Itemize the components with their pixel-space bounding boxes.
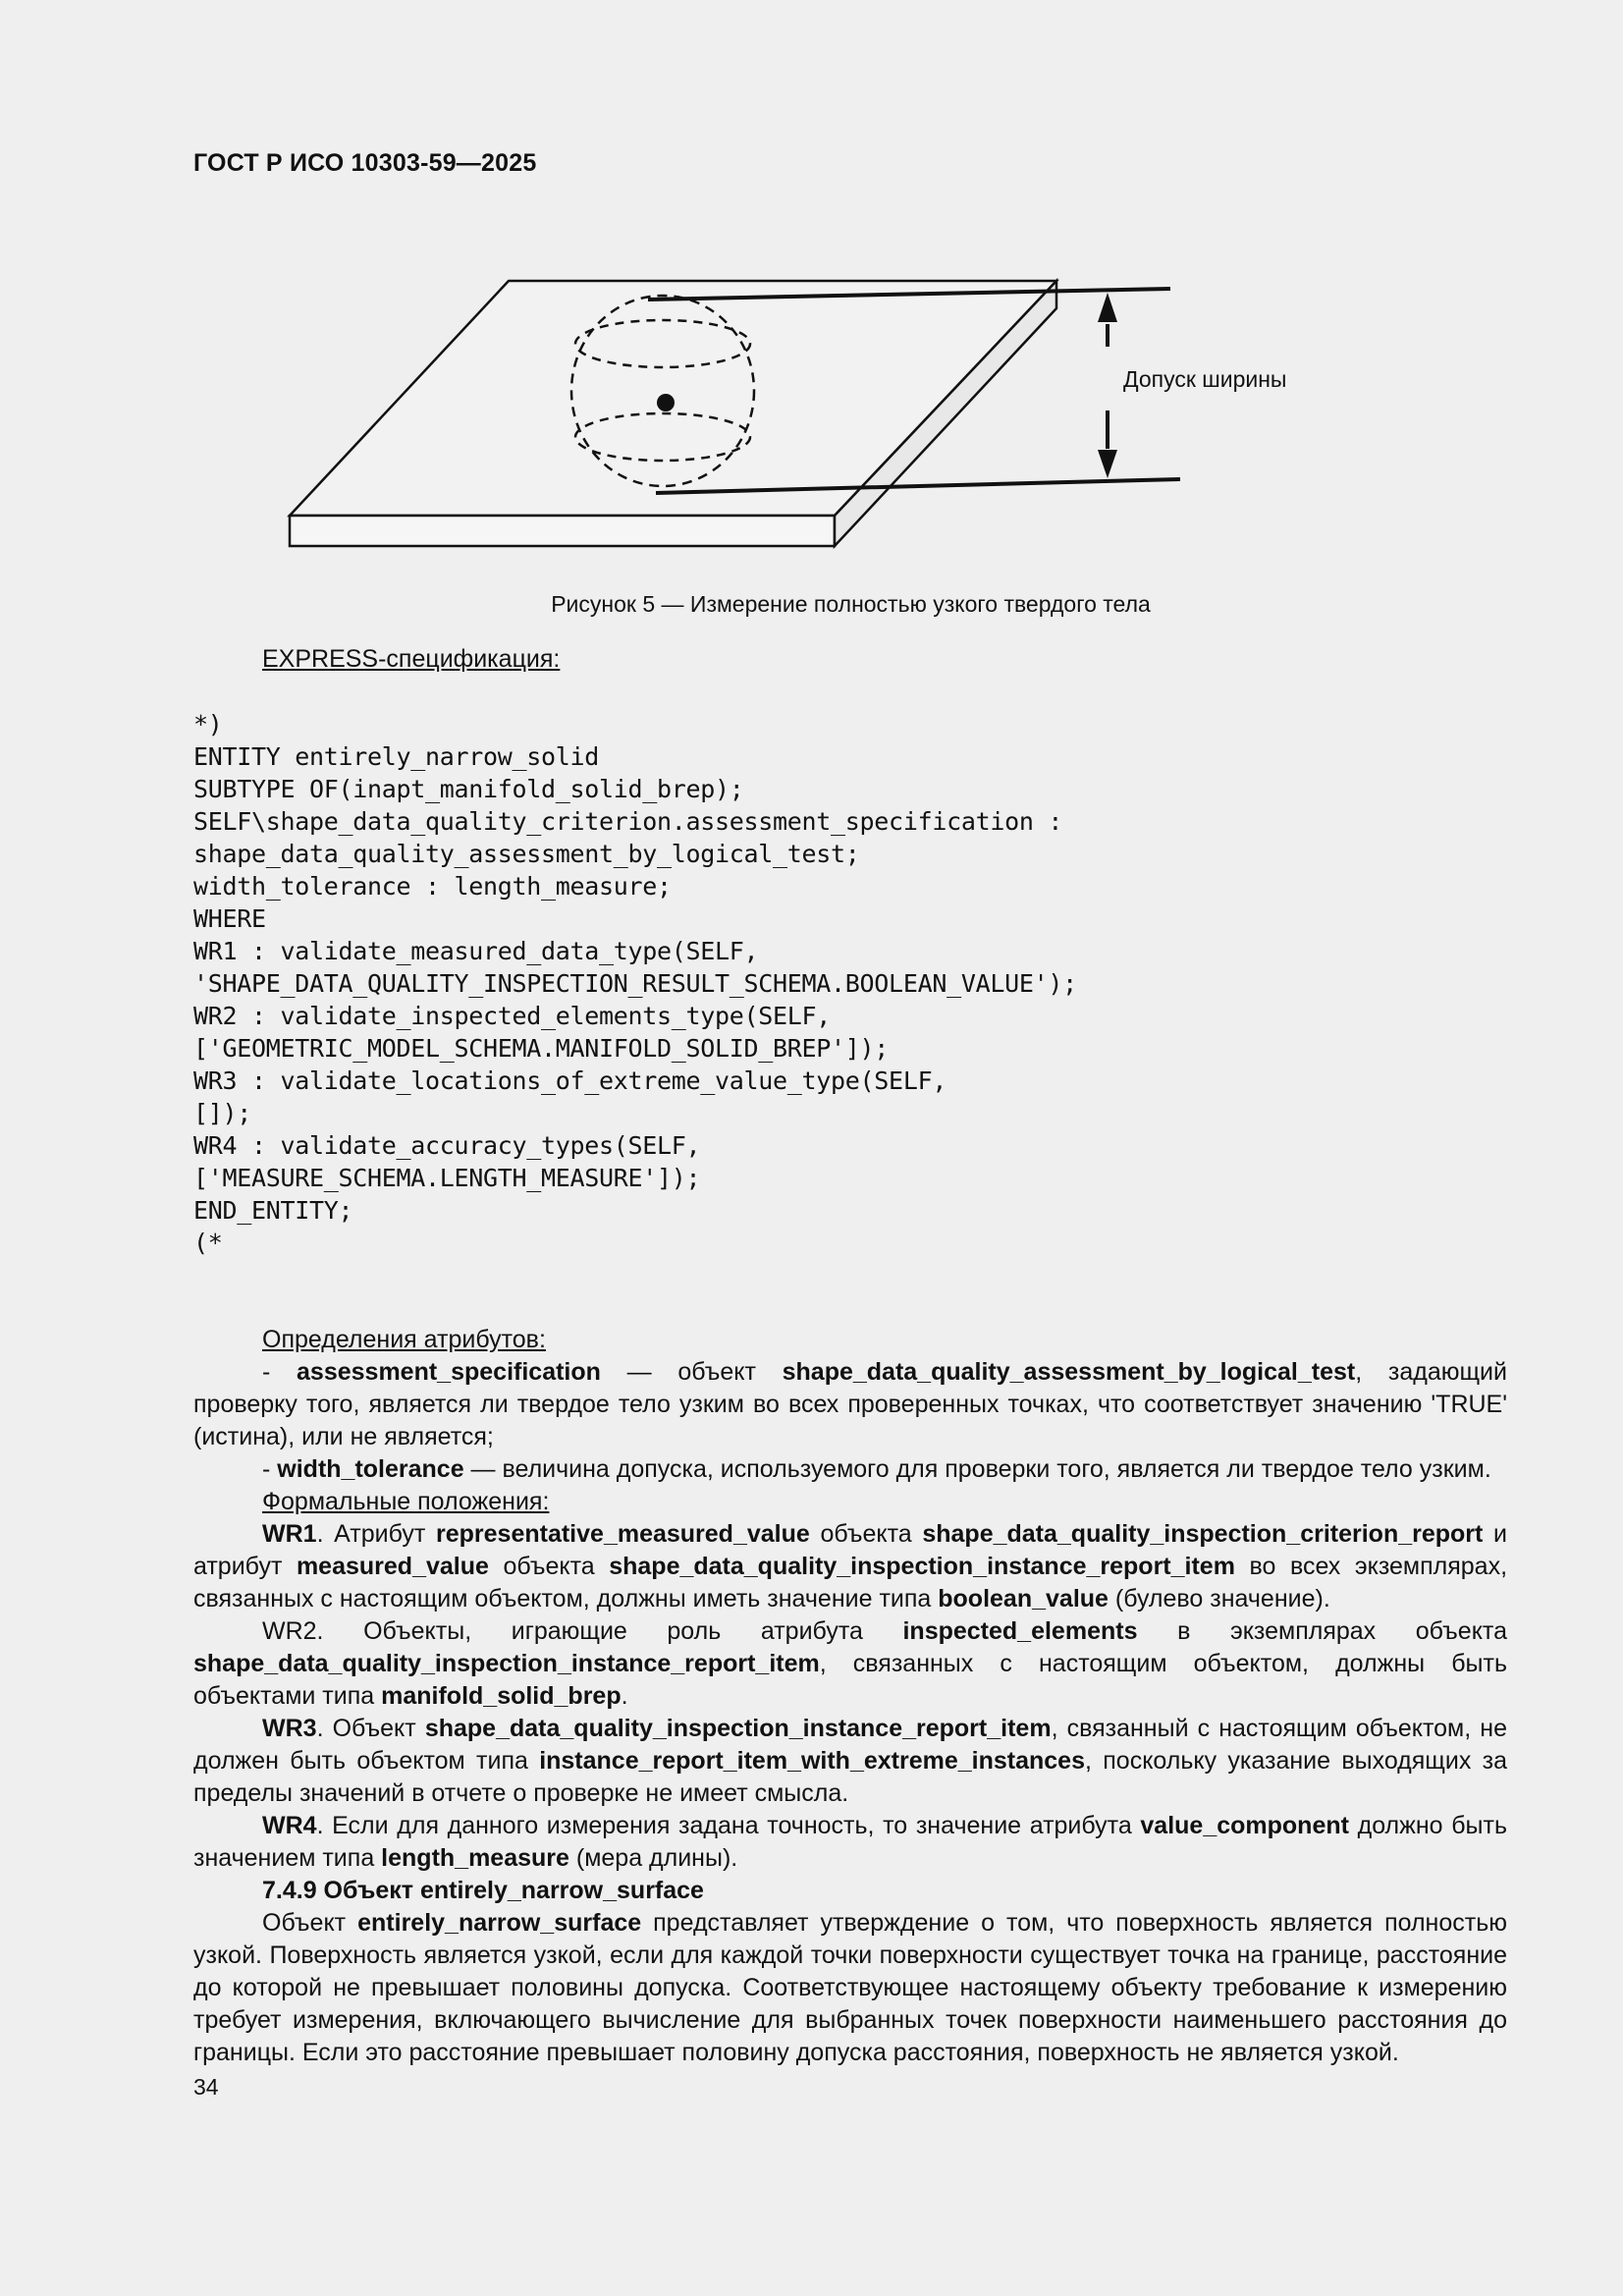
code-line: width_tolerance : length_measure;	[193, 872, 672, 901]
page-number: 34	[193, 2074, 219, 2100]
sphere-center-point	[657, 394, 675, 411]
rule-wr2: WR2. Объекты, играющие роль атрибута inspected_elements в экземплярах объекта shape_data_quality_inspection_instance_report_item, связанных с настоящим объектом, должны быть объектами типа manifold_solid_brep.	[193, 1617, 1507, 1710]
code-line: SUBTYPE OF(inapt_manifold_solid_brep);	[193, 775, 744, 803]
code-line: 'SHAPE_DATA_QUALITY_INSPECTION_RESULT_SCHEMA.BOOLEAN_VALUE');	[193, 969, 1077, 998]
arrow-down-head	[1098, 450, 1117, 478]
code-line: ['MEASURE_SCHEMA.LENGTH_MEASURE']);	[193, 1164, 701, 1192]
code-line: ['GEOMETRIC_MODEL_SCHEMA.MANIFOLD_SOLID_BREP']);	[193, 1034, 890, 1063]
rule-wr3: WR3. Объект shape_data_quality_inspection_instance_report_item, связанный с настоящим объектом, не должен быть объектом типа instance_report_item_with_extreme_instances, поскольку указание выходящих за пределы значений в отчете о проверке не имеет смысла.	[193, 1715, 1507, 1807]
code-line: END_ENTITY;	[193, 1196, 353, 1225]
code-line: []);	[193, 1099, 252, 1127]
code-line: WHERE	[193, 904, 266, 933]
formal-heading: Формальные положения:	[262, 1488, 550, 1515]
rule-wr4: WR4. Если для данного измерения задана точность, то значение атрибута value_component должно быть значением типа length_measure (мера длины).	[193, 1812, 1507, 1872]
attribute-assessment-specification: - assessment_specification — объект shape_data_quality_assessment_by_logical_test, задающий проверку того, является ли твердое тело узким во всех проверенных точках, что соответствует значению 'TRUE' (истина), или не является;	[193, 1358, 1507, 1450]
standard-header: ГОСТ Р ИСО 10303-59—2025	[193, 149, 537, 177]
figure-caption: Рисунок 5 — Измерение полностью узкого твердого тела	[551, 591, 1151, 617]
code-line: WR1 : validate_measured_data_type(SELF,	[193, 937, 759, 965]
code-line: SELF\shape_data_quality_criterion.assessment_specification :	[193, 807, 1063, 836]
code-line: WR4 : validate_accuracy_types(SELF,	[193, 1131, 701, 1160]
width-tolerance-label: Допуск ширины	[1123, 366, 1287, 392]
code-line: *)	[193, 710, 223, 738]
code-line: WR3 : validate_locations_of_extreme_value_type(SELF,	[193, 1066, 947, 1095]
code-line: WR2 : validate_inspected_elements_type(SELF,	[193, 1002, 832, 1030]
arrow-up-head	[1098, 293, 1117, 322]
section-title: 7.4.9 Объект entirely_narrow_surface	[262, 1877, 704, 1904]
section-paragraph: Объект entirely_narrow_surface представляет утверждение о том, что поверхность является полностью узкой. Поверхность является узкой, если для каждой точки поверхности существует точка на границе, расстояние до которой не превышает половины допуска. Соответствующее настоящему объекту требование к измерению требует измерения, включающего вычисление для выбранных точек поверхности наименьшего расстояния до границы. Если это расстояние превышает половину допуска расстояния, поверхность не является узкой.	[193, 1909, 1507, 2066]
code-line: shape_data_quality_assessment_by_logical_test;	[193, 840, 860, 868]
code-line: (*	[193, 1229, 223, 1257]
slab-front-face	[290, 516, 835, 546]
attribute-width-tolerance: - width_tolerance — величина допуска, используемого для проверки того, является ли твердое тело узким.	[262, 1455, 1491, 1483]
express-code	[193, 676, 1507, 1324]
attributes-heading: Определения атрибутов:	[262, 1326, 546, 1353]
express-heading: EXPRESS-спецификация:	[262, 645, 561, 673]
figure-narrow-solid	[275, 265, 1287, 560]
rule-wr1: WR1. Атрибут representative_measured_value объекта shape_data_quality_inspection_criterion_report и атрибут measured_value объекта shape_data_quality_inspection_instance_report_item во всех экземплярах, связанных с настоящим объектом, должны иметь значение типа boolean_value (булево значение).	[193, 1520, 1508, 1613]
document-body	[193, 643, 1507, 2069]
code-line: ENTITY entirely_narrow_solid	[193, 742, 600, 771]
